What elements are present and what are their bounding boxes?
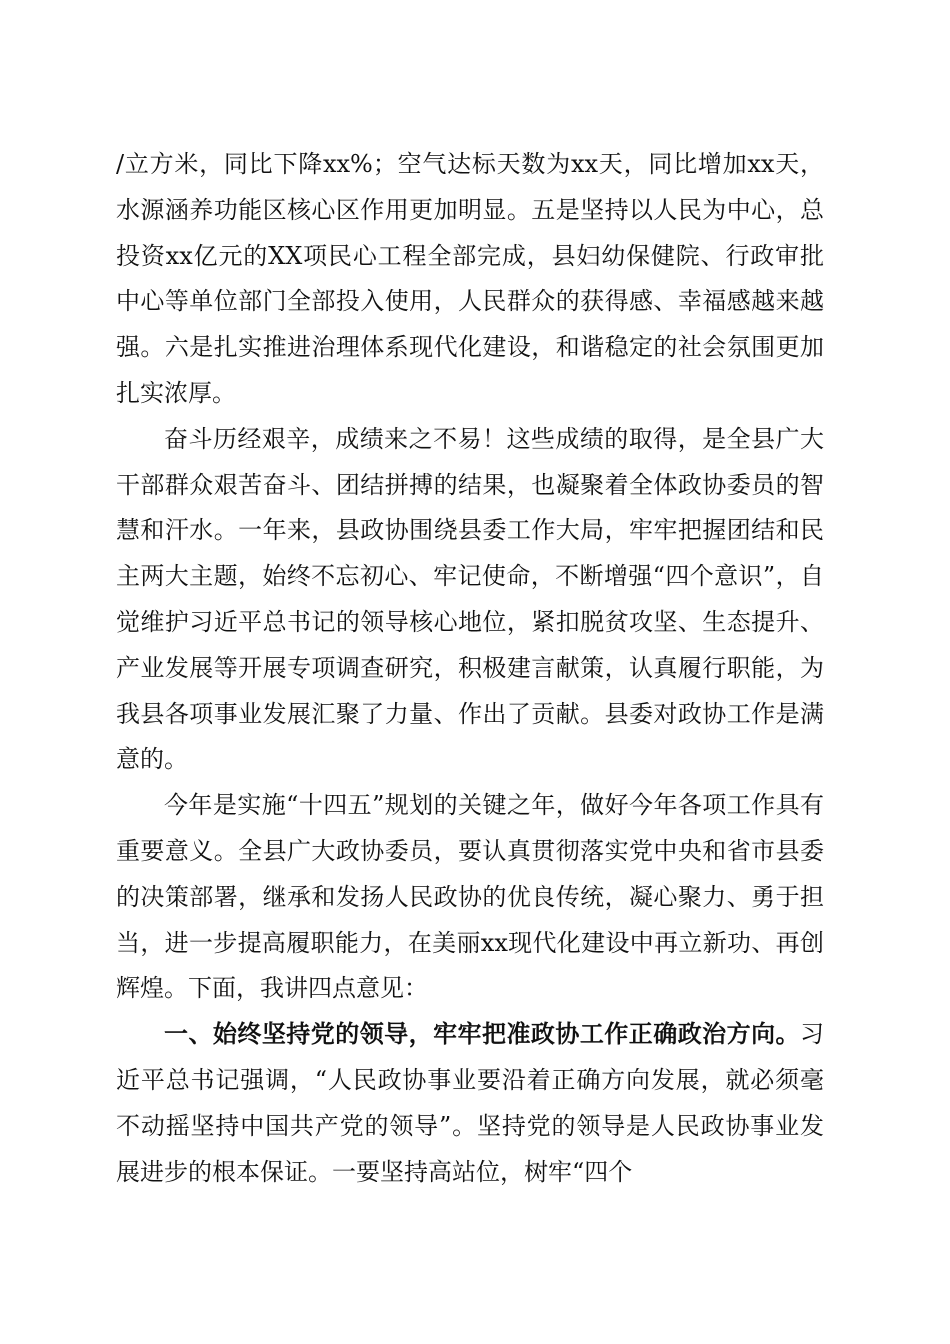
paragraph-achievements: 奋斗历经艰辛，成绩来之不易！这些成绩的取得，是全县广大干部群众艰苦奋斗、团结拼搏的结果，也凝聚着全体政协委员的智慧和汗水。一年来，县政协围绕县委工作大局，牢牢把握团结和民主两大主题，始终不忘初心、牢记使命，不断增强“四个意识”，自觉维护习近平总书记的领导核心地位，紧扣脱贫攻坚、生态提升、产业发展等开展专项调查研究，积极建言献策，认真履行职能，为我县各项事业发展汇聚了力量、作出了贡献。县委对政协工作是满意的。 bbox=[116, 424, 824, 774]
paragraph-continuation: /立方米，同比下降xx%；空气达标天数为xx天，同比增加xx天，水源涵养功能区核心区作用更加明显。五是坚持以人民为中心，总投资xx亿元的XX项民心工程全部完成，县妇幼保健院、行政审批中心等单位部门全部投入使用，人民群众的获得感、幸福感越来越强。六是扎实推进治理体系现代化建设，和谐稳定的社会氛围更加扎实浓厚。 bbox=[116, 150, 824, 407]
document-body bbox=[116, 142, 824, 1195]
section-one bbox=[116, 1012, 824, 1195]
section-one-body: 习近平总书记强调，“人民政协事业要沿着正确方向发展，就必须毫不动摇坚持中国共产党的领导”。坚持党的领导是人民政协事业发展进步的根本保证。一要坚持高站位，树牢“四个 bbox=[116, 1020, 824, 1186]
paragraph-this-year: 今年是实施“十四五”规划的关键之年，做好今年各项工作具有重要意义。全县广大政协委员，要认真贯彻落实党中央和省市县委的决策部署，继承和发扬人民政协的优良传统，凝心聚力、勇于担当，进一步提高履职能力，在美丽xx现代化建设中再立新功、再创辉煌。下面，我讲四点意见： bbox=[116, 791, 824, 1003]
section-one-heading: 一、始终坚持党的领导，牢牢把准政协工作正确政治方向。 bbox=[164, 1020, 800, 1049]
